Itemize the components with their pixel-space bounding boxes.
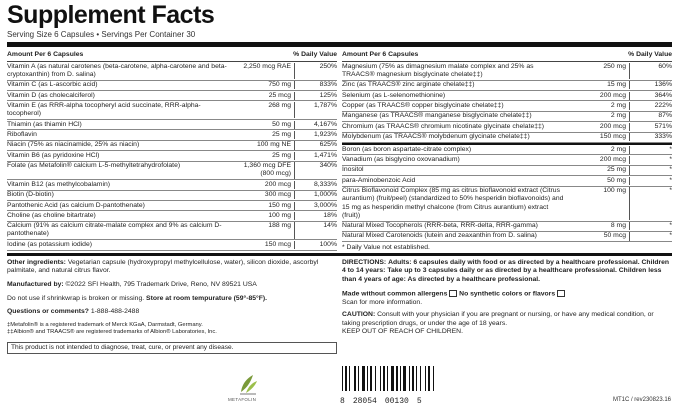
nutrient-amount: 2 mg [568,112,630,120]
nutrient-row [7,62,337,81]
nutrient-dv: * [669,222,672,230]
manufacturer-info: Manufactured by: ©2022 SFI Health, 795 Trademark Drive, Reno, NV 89521 USA [7,280,257,288]
heavy-rule-bottom [7,253,672,256]
nutrient-amount: 100 mg [233,212,295,220]
nutrient-row [342,222,672,232]
nutrient-dv: * [669,145,672,153]
nutrient-row [7,101,337,120]
amount-per-header: Amount Per 6 Capsules [342,51,419,58]
nutrient-row [342,232,672,242]
nutrient-name: Natural Mixed Carotenoids (lutein and zeaxanthin from D. salina) [342,232,537,240]
nutrient-dv: 333% [654,133,672,141]
facts-columns [7,49,672,252]
nutrient-amount: 150 mcg [233,241,295,249]
daily-value-header: % Daily Value [628,51,672,58]
barcode [340,366,460,406]
nutrient-amount: 200 mcg [233,181,295,189]
nutrient-row [342,62,672,81]
nutrient-name: Vitamin E (as RRR-alpha tocopheryl acid succinate, RRR-alpha-tocopherol) [7,101,201,118]
nutrient-name: Boron (as boron aspartate-citrate complex) [342,145,472,153]
nutrient-name: Molybdenum (as TRAACS® molybdenum glycinate chelate‡‡) [342,133,530,141]
nutrient-name: Vitamin B6 (as pyridoxine HCl) [7,151,100,159]
nutrient-dv: 3,000% [313,201,337,209]
left-nutrient-list [7,62,337,251]
nutrient-amount: 200 mcg [568,123,630,131]
nutrient-row [7,211,337,221]
nutrient-amount: 750 mg [233,81,295,89]
nutrient-dv: 222% [654,101,672,109]
nutrient-row [7,222,337,241]
right-nutrient-list [342,62,672,143]
serving-info: Serving Size 6 Capsules • Servings Per Container 30 [7,30,196,39]
nutrient-name: Vitamin C (as L-ascorbic acid) [7,81,98,89]
nutrient-row [7,130,337,140]
nutrient-name: Citrus Bioflavonoid Complex (85 mg as citrus bioflavonoid extract (Citrus aurantium) (fruit/peel) (standardized to 50% hesperidin bioflavonoids) and 15 mg as hesperidin methyl chalcone (from Citrus aurantium) extract (fruit)) [342,187,564,219]
nutrient-dv: 136% [654,81,672,89]
nutrient-name: Selenium (as L-selenomethionine) [342,91,446,99]
nutrient-dv: 18% [323,211,337,219]
nutrient-amount: 15 mg [568,81,630,89]
nutrient-row [342,145,672,155]
nutrient-name: Magnesium (75% as dimagnesium malate complex and 25% as TRAACS® magnesium bisglycinate chelate‡‡) [342,62,534,78]
nutrient-name: Biotin (D-biotin) [7,191,54,199]
nutrient-amount: 100 mg [568,187,630,220]
disclaimer-box: This product is not intended to diagnose, treat, cure, or prevent any disease. [7,342,337,354]
nutrient-row [7,91,337,101]
nutrient-row [7,162,337,181]
nutrient-amount: 2 mg [568,146,630,154]
barcode-number: 8 28054 00130 5 [340,397,422,406]
lower-section [7,259,672,354]
facts-left-column [7,49,337,252]
nutrient-name: Chromium (as TRAACS® chromium nicotinate glycinate chelate‡‡) [342,122,545,130]
nutrient-name: Inositol [342,166,364,174]
nutrient-amount: 2,250 mcg RAE [233,63,295,79]
nutrient-row [342,187,672,222]
nutrient-row [7,151,337,161]
nutrient-row [7,141,337,151]
nutrient-row [7,180,337,190]
nutrient-dv: 100% [319,240,337,248]
right-other-list [342,143,672,242]
nutrient-dv: 1,923% [313,130,337,138]
lower-left-info [7,259,337,354]
nutrient-name: Copper (as TRAACS® copper bisglycinate chelate‡‡) [342,101,504,109]
logo-text: METAFOLIN [228,397,257,402]
nutrient-amount: 200 mcg [568,92,630,100]
nutrient-dv: 60% [658,62,672,70]
heavy-rule [7,42,672,47]
nutrient-name: Vitamin D (as cholecalciferol) [7,91,95,99]
nutrient-dv: 4,167% [313,120,337,128]
nutrient-row [342,155,672,165]
nutrient-dv: 1,787% [313,101,337,109]
nutrient-amount: 25 mg [233,152,295,160]
amount-per-header: Amount Per 6 Capsules [7,51,84,58]
nutrient-row [342,112,672,122]
nutrient-row [342,101,672,111]
nutrient-name: Choline (as choline bitartrate) [7,211,96,219]
nutrient-amount: 25 mg [568,166,630,174]
lower-right-info [342,259,672,354]
nutrient-dv: 250% [319,62,337,70]
nutrient-row [342,91,672,101]
facts-right-column [342,49,672,252]
scan-note: Scan for more information. [342,299,423,307]
nutrient-name: Zinc (as TRAACS® zinc arginate chelate‡‡) [342,81,475,89]
nutrient-dv: * [669,232,672,240]
nutrient-row [342,81,672,91]
storage-info: Do not use if shrinkwrap is broken or missing. Store at room tempurature (59°-85°F). [7,294,268,302]
nutrient-amount: 2 mg [568,102,630,110]
nutrient-row [7,201,337,211]
nutrient-row [342,176,672,186]
nutrient-name: Folate (as Metafolin® calcium L-5-methyltetrahydrofolate) [7,162,181,170]
nutrient-row [7,81,337,91]
metafolin-logo-icon [237,372,259,398]
nutrient-dv: * [669,155,672,163]
nutrient-name: Iodine (as potassium iodide) [7,240,93,248]
nutrient-dv: 125% [319,91,337,99]
right-table-header [342,49,672,62]
caution: CAUTION: Consult with your physician if you are pregnant or nursing, or have any medical condition, or taking prescription drugs, or under the age of 18 years. [342,311,654,327]
nutrient-amount: 150 mg [233,202,295,210]
nutrient-dv: * [669,176,672,184]
nutrient-amount: 268 mg [233,102,295,118]
other-ingredients: Other ingredients: Vegetarian capsule (hydroxypropyl methylcellulose, water), silicon dioxide, ascorbyl palmitate, and natural citrus flavor. [7,258,319,275]
nutrient-dv: 571% [654,122,672,130]
nutrient-dv: 87% [658,112,672,120]
keep-away: KEEP OUT OF REACH OF CHILDREN. [342,328,463,336]
left-table-header [7,49,337,62]
nutrient-name: Thiamin (as thiamin HCl) [7,120,82,128]
nutrient-name: Vanadium (as bisglycino oxovanadium) [342,155,460,163]
nutrient-amount: 50 mcg [568,232,630,240]
daily-value-header: % Daily Value [293,51,337,58]
nutrient-dv: 625% [319,141,337,149]
trademark-note: ‡Metafolin® is a registered trademark of Merck KGaA, Darmstadt, Germany. ‡‡Albion® and TRAACS® are registered trademarks of Albion® Laboratories, Inc. [7,321,217,335]
nutrient-row [7,120,337,130]
nutrient-dv: 8,333% [313,180,337,188]
nutrient-dv: 1,000% [313,191,337,199]
directions: DIRECTIONS: Adults: 6 capsules daily with food or as directed by a healthcare professional. Children 4 to 14 years: Take up to 3 capsules daily or as directed by a healthcare professional. Children less than 4 years of age: As directed by a healthcare professional. [342,258,670,283]
nutrient-name: Vitamin A (as natural carotenes (beta-carotene, alpha-carotene and beta-cryptoxanthin) from D. salina) [7,62,227,78]
nutrient-name: Manganese (as TRAACS® manganese bisglycinate chelate‡‡) [342,112,532,120]
nutrient-name: Vitamin B12 (as methylcobalamin) [7,180,111,188]
nutrient-dv: 1,471% [313,151,337,159]
nutrient-amount: 100 mg NE [233,141,295,149]
nutrient-name: Calcium (91% as calcium citrate-malate complex and 9% as calcium D-pantothenate) [7,222,222,238]
checkbox-icon [449,290,457,297]
nutrient-amount: 250 mg [568,63,630,79]
nutrient-name: Riboflavin [7,130,37,138]
nutrient-dv: * [669,187,672,195]
nutrient-dv: * [669,166,672,174]
contact-info: Questions or comments? 1-888-488-2488 [7,308,140,316]
nutrient-amount: 25 mcg [233,92,295,100]
nutrient-dv: 833% [319,81,337,89]
supplement-facts-title: Supplement Facts [7,1,215,29]
nutrient-amount: 50 mg [233,121,295,129]
nutrient-name: para-Aminobenzoic Acid [342,176,416,184]
daily-value-note: * Daily Value not established. [342,244,430,252]
nutrient-amount: 200 mcg [568,156,630,164]
allergen-row: Made without common allergens No synthetic colors or flavors [342,290,672,299]
nutrient-amount: 150 mcg [568,133,630,141]
nutrient-name: Niacin (75% as niacinamide, 25% as niacin) [7,141,140,149]
nutrient-amount: 8 mg [568,222,630,230]
nutrient-row [342,166,672,176]
nutrient-row [7,191,337,201]
nutrient-amount: 1,360 mcg DFE (800 mcg) [233,162,295,178]
nutrient-amount: 300 mcg [233,191,295,199]
nutrient-amount: 188 mg [233,222,295,238]
nutrient-row [342,122,672,132]
nutrient-row [7,240,337,250]
nutrient-name: Natural Mixed Tocopherols (RRR-beta, RRR-delta, RRR-gamma) [342,222,538,230]
nutrient-dv: 340% [319,162,337,170]
nutrient-amount: 25 mg [233,131,295,139]
lot-code: MT1C / rev230823.16 [612,397,671,403]
nutrient-amount: 50 mg [568,177,630,185]
barcode-icon [340,366,460,391]
checkbox-icon [557,290,565,297]
nutrient-row [342,133,672,143]
nutrient-dv: 14% [323,222,337,230]
nutrient-name: Pantothenic Acid (as calcium D-pantothenate) [7,201,145,209]
nutrient-dv: 364% [654,91,672,99]
